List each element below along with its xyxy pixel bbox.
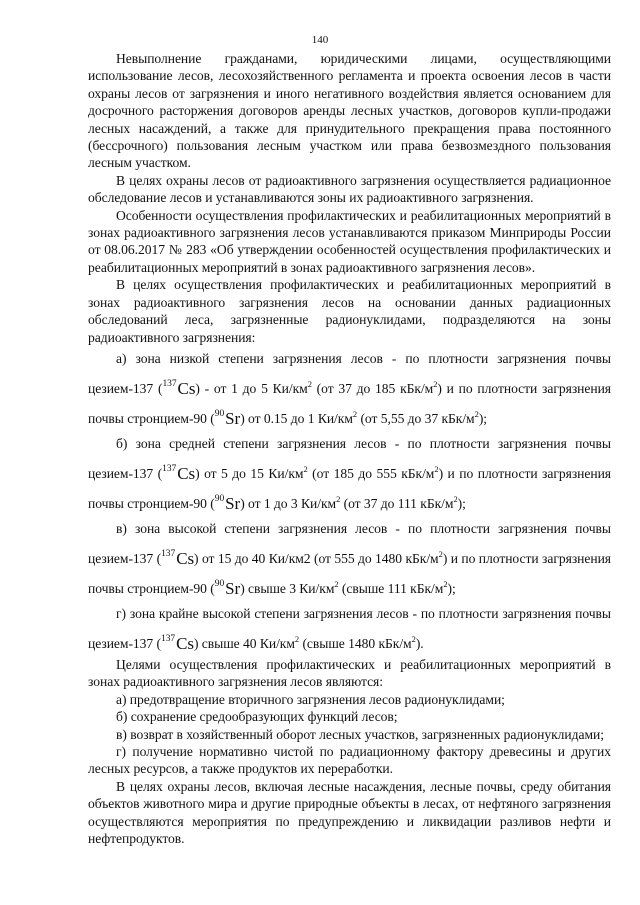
paragraph-noncompliance: Невыполнение гражданами, юридическими лицами, осуществляющими использование лесов, лесохозяйственного регламента и проекта освоения лесов в части охраны лесов от загрязнения и иного негативного воздействия является основанием для досрочного расторжения договоров аренды лесных участков, договоров купли-продажи лесных насаждений, а также для принудительного прекращения права постоянного (бессрочного) пользования лесным участком или права безвозмездного пользования лесным участком. — [88, 51, 611, 171]
body-text — [88, 50, 611, 847]
paragraph-zones-intro: В целях осуществления профилактических и реабилитационных мероприятий в зонах радиоактивного загрязнения лесов на основании данных радиационных обследований леса, загрязненные радионуклидами, подразделяются на зоны радиоактивного загрязнения: — [88, 277, 611, 345]
goal-a: а) предотвращение вторичного загрязнения лесов радионуклидами; — [116, 691, 505, 707]
isotope-sr90: $^{90}$Sr — [214, 578, 241, 598]
paragraph-radiation-survey: В целях охраны лесов от радиоактивного загрязнения осуществляется радиационное обследование лесов и устанавливаются зоны их радиоактивного загрязнения. — [88, 172, 611, 206]
page-number: 140 — [311, 34, 329, 46]
isotope-cs137: $^{137}$Cs — [162, 378, 196, 398]
isotope-cs137: $^{137}$Cs — [161, 633, 194, 653]
paragraph-oil-pollution: В целях охраны лесов, включая лесные насаждения, лесные почвы, среду обитания объектов животного мира и другие природные объекты в лесах, от нефтяного загрязнения осуществляются мероприятия по предупреждению и ликвидации разливов нефти и нефтепродуктов. — [88, 778, 611, 846]
paragraph-goals-intro: Целями осуществления профилактических и реабилитационных мероприятий в зонах радиоактивного загрязнения лесов являются: — [88, 656, 611, 690]
isotope-cs137: $^{137}$Cs — [162, 463, 196, 483]
zone-low: а) зона низкой степени загрязнения лесов - по плотности загрязнения почвы цезием-137 ($^{137}$Cs) - от 1 до 5 $Ки/км^2$ (от 37 до 185 кБк/$м^2$) и по плотности загрязнения почвы стронцием-90 ($^{90}$Sr) от 0.15 до 1 $Ки/км^2$ (от 5,55 до 37 кБк/$м^2$); — [88, 350, 612, 428]
goal-c: в) возврат в хозяйственный оборот лесных участков, загрязненных радионуклидами; — [116, 726, 604, 742]
zone-high: в) зона высокой степени загрязнения лесов - по плотности загрязнения почвы цезием-137 ($^{137}$Cs) от 15 до 40 Ки/км2 (от 555 до 1480 кБк/$м^2$) и по плотности загрязнения почвы стронцием-90 ($^{90}$Sr) свыше 3 $Ки/км^2$ (свыше 111 кБк/$м^2$); — [88, 520, 612, 598]
goal-d: г) получение нормативно чистой по радиационному фактору древесины и других лесных ресурсов, а также продуктов их переработки. — [88, 743, 611, 777]
isotope-sr90: $^{90}$Sr — [214, 493, 241, 513]
paragraph-order-283: Особенности осуществления профилактических и реабилитационных мероприятий в зонах радиоактивного загрязнения лесов устанавливаются приказом Минприроды России от 08.06.2017 № 283 «Об утверждении особенностей осуществления профилактических и реабилитационных мероприятий в зонах радиоактивного загрязнения лесов». — [88, 207, 611, 275]
zone-medium: б) зона средней степени загрязнения лесов - по плотности загрязнения почвы цезием-137 ($^{137}$Cs) от 5 до 15 $Ки/км^2$ (от 185 до 555 кБк/$м^2$) и по плотности загрязнения почвы стронцием-90 ($^{90}$Sr) от 1 до 3 $Ки/км^2$ (от 37 до 111 кБк/$м^2$); — [88, 435, 612, 513]
isotope-cs137: $^{137}$Cs — [161, 548, 195, 568]
zone-extreme: г) зона крайне высокой степени загрязнения лесов - по плотности загрязнения почвы цезием-137 ($^{137}$Cs) свыше 40 $Ки/км^2$ (свыше 1480 кБк/$м^2$). — [88, 605, 611, 653]
goal-b: б) сохранение средообразующих функций лесов; — [116, 709, 398, 725]
isotope-sr90: $^{90}$Sr — [214, 408, 241, 428]
